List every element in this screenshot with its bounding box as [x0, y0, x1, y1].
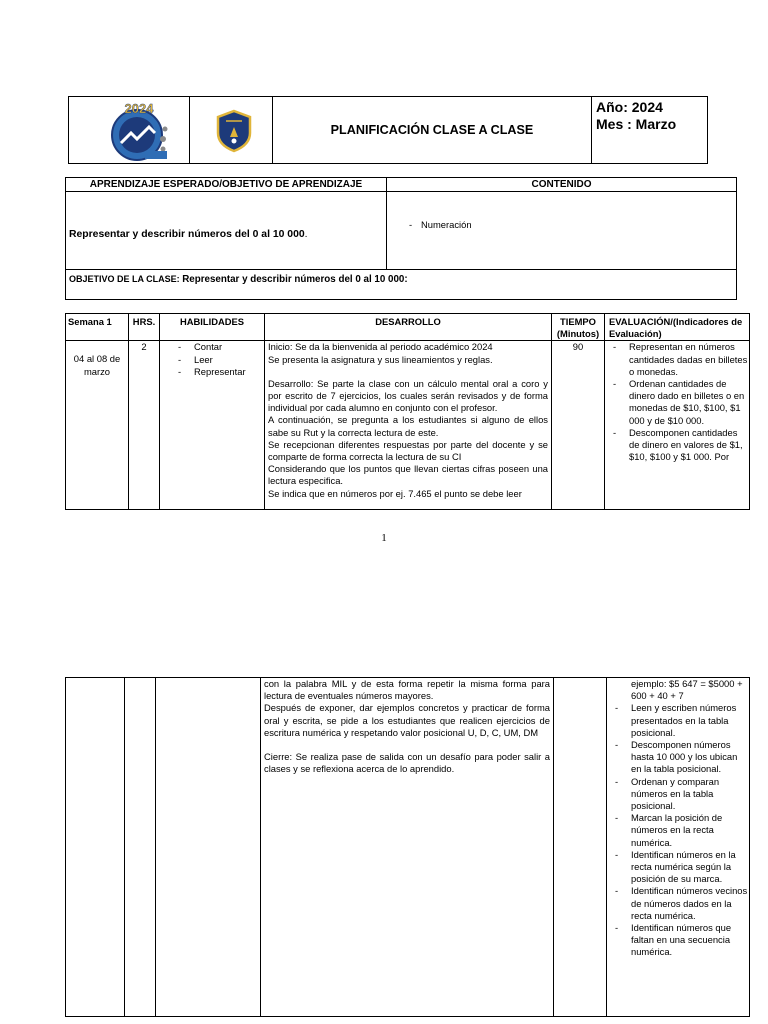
school-shield-crest-icon [214, 109, 254, 153]
development-paragraph: Considerando que los puntos que llevan ciertas cifras poseen una lectura especifica. [268, 463, 548, 487]
evaluation-item: - Descomponen números hasta 10 000 y los ubican en la tabla posicional. [607, 739, 749, 776]
page-title [273, 97, 592, 164]
class-objective-label: OBJETIVO DE LA CLASE: [69, 274, 183, 284]
hours-cell [129, 341, 160, 510]
skills-header: HABILIDADES [160, 314, 265, 341]
objective-header: APRENDIZAJE ESPERADO/OBJETIVO DE APRENDIZAJE [66, 178, 387, 192]
development-paragraph: Se indica que en números por ej. 7.465 el punto se debe leer [268, 487, 522, 499]
skill-item: - Contar [172, 341, 264, 353]
plan-title: PLANIFICACIÓN CLASE A CLASE [330, 123, 534, 137]
development-paragraph: Se presenta la asignatura y sus lineamientos y reglas. [268, 353, 493, 365]
development-header: DESARROLLO [265, 314, 552, 341]
skills-cell [160, 341, 265, 510]
development-paragraph: Después de exponer, dar ejemplos concretos y practicar de forma oral y escrita, se pide a los estudiantes que realicen ejercicios de escritura numérica y respetando valor posicional U, D, C, UM, DM [264, 702, 550, 738]
plan-table [65, 313, 750, 510]
logo-year-text: 2024 [124, 101, 154, 116]
evaluation-item: - Marcan la posición de números en la recta numérica. [607, 812, 749, 849]
page-number: 1 [381, 532, 387, 544]
development-cell [261, 678, 554, 1017]
evaluation-item: - Identifican números vecinos de números dados en la recta numérica. [607, 885, 749, 922]
evaluation-continuation: ejemplo: $5 647 = $5000 + 600 + 40 + 7 [631, 678, 743, 702]
development-paragraph: Inicio: Se da la bienvenida al periodo académico 2024 [268, 341, 493, 353]
class-objective-cell [66, 270, 737, 300]
evaluation-cell [605, 341, 750, 510]
development-paragraph: Desarrollo: Se parte la clase con un cálculo mental oral a coro y por escrito de 7 ejercicios, los cuales serán revisados y de forma individual por cada alumno en conjunto con el profesor. [268, 377, 548, 414]
development-paragraph: con la palabra MIL y de esta forma repetir la misma forma para lectura de eventuales números mayores. [264, 678, 550, 702]
week-dates: 04 al 08 de marzo [73, 353, 121, 377]
learning-goal: Representar y describir números del 0 al 10 000 [69, 229, 305, 240]
week-header: Semana 1 [66, 314, 129, 341]
header-table [68, 96, 708, 164]
learning-goal-cell: Representar y describir números del 0 al 10 000. [66, 192, 387, 270]
crest-cell [190, 97, 273, 164]
skills-cell [156, 678, 261, 1017]
week-dates-cell [66, 341, 129, 510]
plan-table-continued [65, 677, 750, 1017]
week-dates-cell [66, 678, 125, 1017]
school-anniversary-logo-icon [105, 99, 175, 163]
time-value: 90 [572, 341, 584, 353]
content-cell [387, 192, 737, 270]
skill-item: - Leer [172, 354, 264, 366]
time-header: TIEMPO (Minutos) [552, 314, 605, 341]
evaluation-item: - Descomponen cantidades de dinero en valores de $1, $10, $100 y $1 000. Por [605, 427, 749, 464]
date-cell [592, 97, 708, 164]
evaluation-header: EVALUACIÓN/(Indicadores de Evaluación) [605, 314, 750, 341]
development-paragraph: Se recepcionan diferentes respuestas por parte del docente y se comparte de forma correcta la lectura de su CI [268, 438, 548, 463]
skill-item: - Representar [172, 366, 264, 378]
hours-header: HRS. [129, 314, 160, 341]
content-item: - Numeración [403, 219, 736, 230]
evaluation-item: - Leen y escriben números presentados en la tabla posicional. [607, 702, 749, 739]
time-cell [552, 341, 605, 510]
objective-table [65, 177, 737, 300]
evaluation-item: - Representan en números cantidades dadas en billetes o monedas. [605, 341, 749, 378]
logo-cell [69, 97, 190, 164]
content-header: CONTENIDO [387, 178, 737, 192]
hours-cell [125, 678, 156, 1017]
year-label: Año: 2024 [596, 99, 663, 115]
time-cell [554, 678, 607, 1017]
development-paragraph: Cierre: Se realiza pase de salida con un desafío para poder salir a clases y se reflexiona acerca de lo aprendido. [264, 751, 550, 775]
evaluation-cell [607, 678, 750, 1017]
class-objective-text: Representar y describir números del 0 al 10 000: [182, 274, 408, 285]
hours-value: 2 [141, 341, 147, 353]
evaluation-item: - Ordenan cantidades de dinero dado en billetes o en monedas de $10, $100, $1 000 y de $10 000. [605, 378, 749, 427]
development-paragraph: A continuación, se pregunta a los estudiantes si alguno de ellos sabe su Rut y la correcta lectura de este. [268, 414, 548, 438]
evaluation-item: - Ordenan y comparan números en la tabla posicional. [607, 776, 749, 813]
evaluation-item: - Identifican números en la recta numérica según la posición de su marca. [607, 849, 749, 886]
month-label: Mes : Marzo [596, 116, 677, 132]
development-cell [265, 341, 552, 510]
evaluation-item: - Identifican números que faltan en una secuencia numérica. [607, 922, 749, 959]
